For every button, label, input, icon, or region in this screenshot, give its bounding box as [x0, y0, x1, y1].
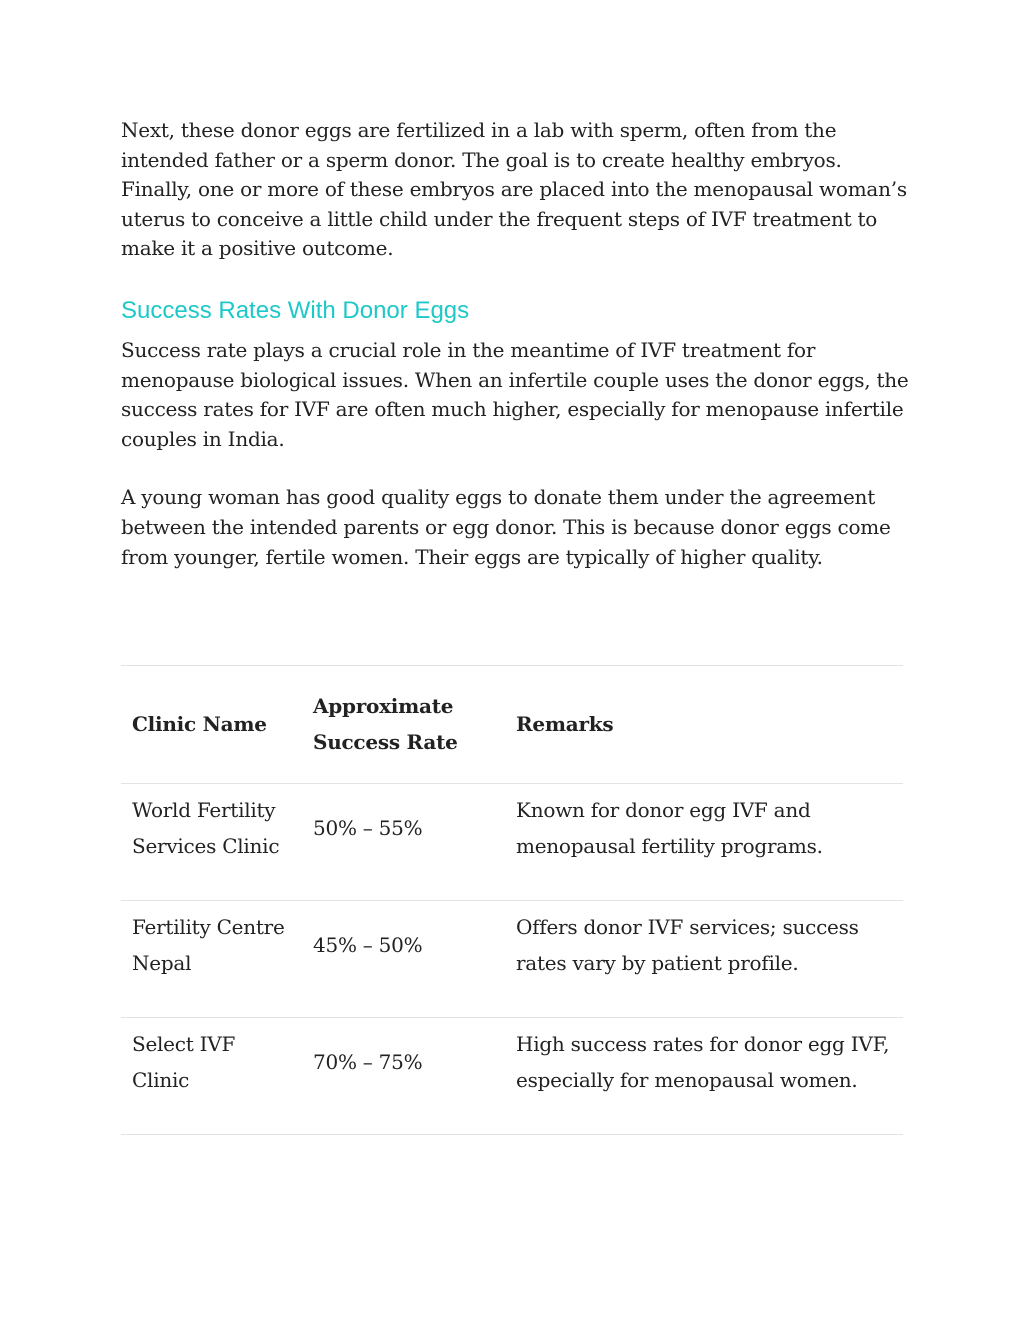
clinic-name-cell: World Fertility Services Clinic	[132, 798, 280, 858]
table-header-row	[121, 666, 903, 784]
table-row	[121, 1018, 903, 1135]
table-row	[121, 784, 903, 901]
success-rate-cell: 45% – 50%	[313, 933, 423, 957]
success-rate-cell: 50% – 55%	[313, 816, 423, 840]
intro-paragraph: Next, these donor eggs are fertilized in a lab with sperm, often from the intended father or a sperm donor. The goal is to create healthy embryos. Finally, one or more of these embryos are placed into the menopausal woman’s uterus to conceive a little child under the frequent steps of IVF treatment to make it a positive outcome.	[121, 118, 907, 261]
remarks-cell: Offers donor IVF services; success rates vary by patient profile.	[516, 915, 859, 975]
remarks-cell: High success rates for donor egg IVF, especially for menopausal women.	[516, 1032, 890, 1092]
header-success-rate: Approximate Success Rate	[313, 693, 458, 754]
header-clinic-name: Clinic Name	[132, 711, 267, 736]
section-heading: Success Rates With Donor Eggs	[121, 296, 470, 324]
remarks-cell: Known for donor egg IVF and menopausal fertility programs.	[516, 798, 823, 858]
table-row	[121, 901, 903, 1018]
clinic-name-cell: Fertility Centre Nepal	[132, 915, 285, 975]
header-remarks: Remarks	[516, 711, 614, 736]
donor-eggs-paragraph: A young woman has good quality eggs to donate them under the agreement between the intended parents or egg donor. This is because donor eggs come from younger, fertile women. Their eggs are typically of higher quality.	[121, 485, 891, 569]
article-body	[121, 116, 911, 572]
clinic-success-table	[121, 665, 903, 1135]
success-rate-cell: 70% – 75%	[313, 1050, 423, 1074]
clinic-name-cell: Select IVF Clinic	[132, 1032, 236, 1092]
success-rate-paragraph: Success rate plays a crucial role in the meantime of IVF treatment for menopause biological issues. When an infertile couple uses the donor eggs, the success rates for IVF are often much higher, especially for menopause infertile couples in India.	[121, 337, 909, 451]
